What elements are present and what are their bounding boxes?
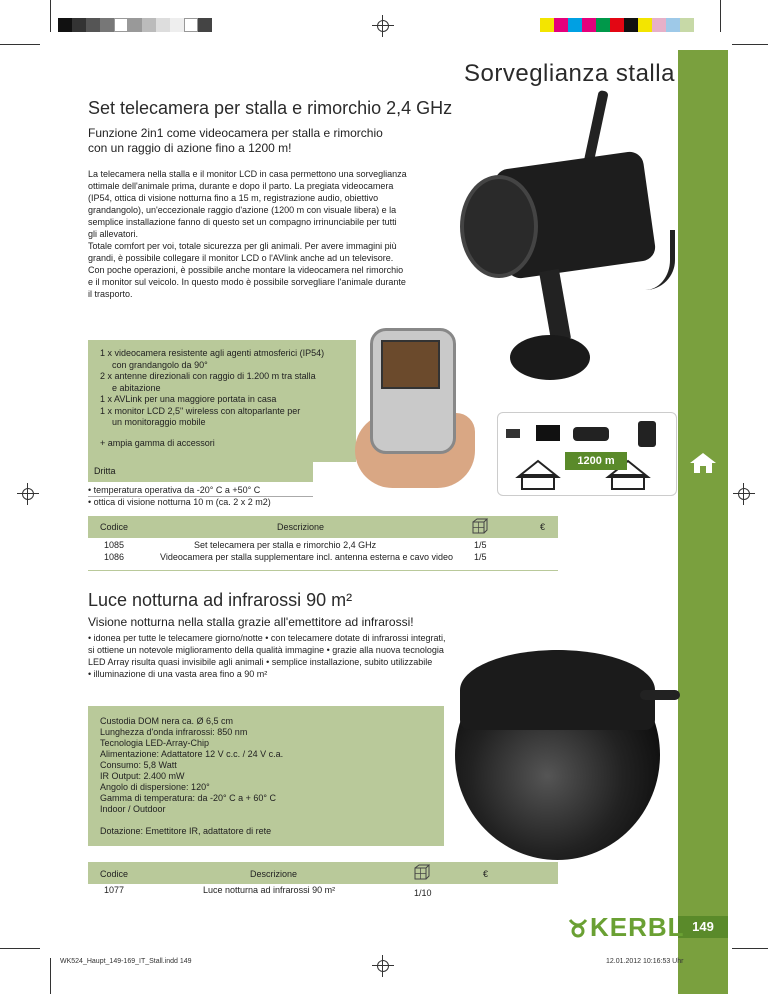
table-row-code: 1086 <box>104 552 125 562</box>
supply-note: Dotazione: Emettitore IR, adattatore di rete <box>100 826 272 836</box>
accessories-note: + ampia gamma di accessori <box>100 438 215 448</box>
tips-list: • temperatura operativa da -20° C a +50° C • ottica di visione notturna 10 m (ca. 2 x 2 m2) <box>88 485 271 507</box>
product-subtitle: Funzione 2in1 come videocamera per stalla e rimorchio con un raggio di azione fino a 1200 m! <box>88 126 383 155</box>
brand-logo: KERBL <box>590 912 685 942</box>
registration-mark <box>20 486 36 502</box>
column-header-code: Codice <box>100 869 129 879</box>
product-title: Luce notturna ad infrarossi 90 m² <box>88 590 353 610</box>
section-title: Sorveglianza stalla <box>464 60 675 87</box>
table-row-description: Luce notturna ad infrarossi 90 m² <box>203 885 336 895</box>
table-row-description: Set telecamera per stalla e rimorchio 2,4 GHz <box>194 540 377 550</box>
camera-lens <box>460 175 538 278</box>
registration-mark <box>736 486 752 502</box>
crop-mark <box>0 948 40 949</box>
camera-mount <box>539 269 571 341</box>
file-footer: WK524_Haupt_149-169_IT_Stall.indd 149 <box>60 958 192 965</box>
product-subtitle: Visione notturna nella stalla grazie all'emettitore ad infrarossi! <box>88 615 414 629</box>
camera-cable <box>640 230 675 290</box>
section-sidebar <box>678 50 728 994</box>
color-bar <box>540 18 694 32</box>
package-unit-icon <box>414 864 430 880</box>
page-number: 149 <box>678 916 728 938</box>
divider <box>88 496 313 497</box>
tip-label-bar <box>88 462 313 482</box>
monitor-screen <box>381 340 440 389</box>
crop-mark <box>50 958 51 994</box>
table-row-code: 1085 <box>104 540 125 550</box>
crop-mark <box>720 0 721 32</box>
kerbl-logo-icon <box>566 916 590 938</box>
table-row-pack: 1/5 <box>474 552 487 562</box>
registration-mark <box>375 958 391 974</box>
column-header-description: Descrizione <box>250 869 298 879</box>
package-unit-icon <box>472 518 488 534</box>
column-header-code: Codice <box>100 522 129 532</box>
table-bottom-rule <box>88 570 558 571</box>
product-description: La telecamera nella stalla e il monitor LCD in casa permettono una sorveglianza ottimale dell'animale prima, durante e dopo il parto. La pregiata videocamera (IP54, ottica di visione notturna fino a 15 m, registrazione audio, obiettivo grandangolo), un'eccezionale raggio d'azione (1200 m con visuale libera) e la semplice installazione fanno di questo set un compagno irrinunciabile per tutti gli allevatori. Totale comfort per voi, totale sicurezza per gli animali. Per avere immagini più grandi, è possibile collegare il monitor LCD o l'AVlink anche ad un televisore. Con poche operazioni, è possibile anche montare la videocamera nel rimorchio e il monitor sul veicolo. In questo modo è possibile sorvegliare l'animale durante il trasporto. <box>88 169 407 299</box>
crop-mark <box>0 44 40 45</box>
table-row-pack: 1/10 <box>414 888 432 898</box>
crop-mark <box>732 948 768 949</box>
contents-list: 1 x videocamera resistente agli agenti atmosferici (IP54) con grandangolo da 90° 2 x antenne direzionali con raggio di 1.200 m tra stalla e abitazione 1 x AVLink per una maggiore portata in casa 1 x monitor LCD 2,5" wireless con altoparlante per un monitoraggio mobile <box>100 348 325 427</box>
monitor-image <box>355 318 485 493</box>
registration-mark <box>375 18 391 34</box>
home-icon <box>688 451 718 475</box>
product-title: Set telecamera per stalla e rimorchio 2,4 GHz <box>88 98 453 118</box>
crop-mark <box>732 44 768 45</box>
table-row-description: Videocamera per stalla supplementare incl. antenna esterna e cavo video <box>160 552 454 562</box>
camera-base <box>510 335 590 380</box>
crop-mark <box>50 0 51 32</box>
timestamp-footer: 12.01.2012 10:16:53 Uhr <box>606 958 684 965</box>
product-description: • idonea per tutte le telecamere giorno/notte • con telecamere dotate di infrarossi integrati, si ottiene un notevole miglioramento della qualità immagine • grazie alla nuova tecnologia LED Array risulta quasi invisibile agli animali • semplice installazione, subito utilizzabile • illuminazione di una vasta area fino a 90 m² <box>88 633 446 679</box>
specs-list: Custodia DOM nera ca. Ø 6,5 cm Lunghezza d'onda infrarossi: 850 nm Tecnologia LED-Array-Chip Alimentazione: Adattatore 12 V c.c. / 24 V c.a. Consumo: 5,8 Watt IR Output: 2.400 mW Angolo di dispersione: 120° Gamma di temperatura: da -20° C a + 60° C Indoor / Outdoor <box>100 716 284 814</box>
tip-label: Dritta <box>94 466 116 476</box>
grayscale-bar <box>58 18 212 32</box>
table-row-pack: 1/5 <box>474 540 487 550</box>
table-row-code: 1077 <box>104 885 125 895</box>
column-header-description: Descrizione <box>277 522 325 532</box>
range-badge: 1200 m <box>565 452 627 470</box>
ir-dome-cable <box>640 690 680 700</box>
column-header-price: € <box>483 869 489 879</box>
ir-dome-housing <box>460 650 655 730</box>
column-header-price: € <box>540 522 546 532</box>
